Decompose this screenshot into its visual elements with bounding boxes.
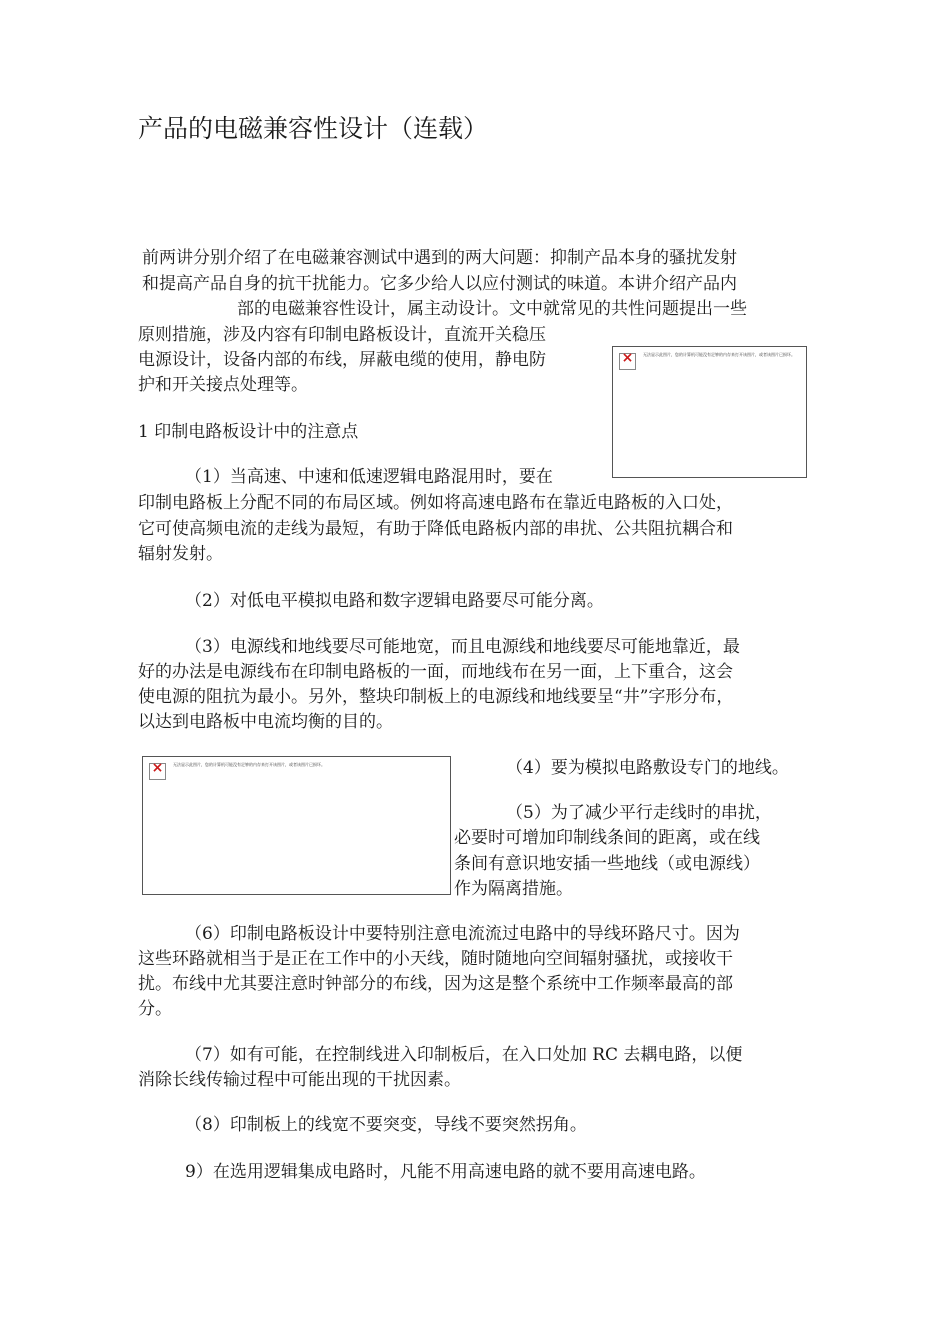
p6-line-3: 扰。布线中尤其要注意时钟部分的布线，因为这是整个系统中工作频率最高的部 <box>138 974 733 994</box>
broken-image-icon <box>619 353 636 370</box>
p5-line-1: （5）为了减少平行走线时的串扰， <box>506 803 772 823</box>
p1-line-2: 印制电路板上分配不同的布局区域。例如将高速电路布在靠近电路板的入口处， <box>138 493 733 513</box>
p6-line-2: 这些环路就相当于是正在工作中的小天线，随时随地向空间辐射骚扰，或接收干 <box>138 949 733 969</box>
p5-line-2: 必要时可增加印制线条间的距离，或在线 <box>454 828 760 848</box>
intro-line-2: 和提高产品自身的抗干扰能力。它多少给人以应付测试的味道。本讲介绍产品内 <box>142 274 737 294</box>
document-title: 产品的电磁兼容性设计（连载） <box>138 114 489 143</box>
p1-line-3: 它可使高频电流的走线为最短，有助于降低电路板内部的串扰、公共阻抗耦合和 <box>138 519 733 539</box>
p4-line: （4）要为模拟电路敷设专门的地线。 <box>506 758 789 778</box>
p3-line-4: 以达到电路板中电流均衡的目的。 <box>138 712 393 732</box>
p9-line: 9）在选用逻辑集成电路时，凡能不用高速电路的就不要用高速电路。 <box>185 1162 706 1182</box>
broken-image-2 <box>142 756 451 895</box>
p6-line-1: （6）印制电路板设计中要特别注意电流流过电路中的导线环路尺寸。因为 <box>185 924 740 944</box>
broken-image-1 <box>612 346 807 478</box>
p7-line-1: （7）如有可能，在控制线进入印制板后，在入口处加 RC 去耦电路，以便 <box>185 1045 743 1065</box>
section-heading-1: 1 印制电路板设计中的注意点 <box>138 422 359 442</box>
intro-line-4: 原则措施，涉及内容有印制电路板设计，直流开关稳压 <box>138 325 546 345</box>
p8-line: （8）印制板上的线宽不要突变，导线不要突然拐角。 <box>185 1115 587 1135</box>
p5-line-3: 条间有意识地安插一些地线（或电源线） <box>454 854 760 874</box>
p3-line-1: （3）电源线和地线要尽可能地宽，而且电源线和地线要尽可能地靠近，最 <box>185 637 740 657</box>
p3-line-3: 使电源的阻抗为最小。另外，整块印制板上的电源线和地线要呈“井”字形分布， <box>138 687 734 707</box>
p1-line-1: （1）当高速、中速和低速逻辑电路混用时，要在 <box>185 467 553 487</box>
p2-line: （2）对低电平模拟电路和数字逻辑电路要尽可能分离。 <box>185 591 604 611</box>
p3-line-2: 好的办法是电源线布在印制电路板的一面，而地线布在另一面，上下重合，这会 <box>138 662 733 682</box>
intro-line-3: 部的电磁兼容性设计，属主动设计。文中就常见的共性问题提出一些 <box>237 299 747 319</box>
p1-line-4: 辐射发射。 <box>138 544 223 564</box>
intro-line-5: 电源设计，设备内部的布线，屏蔽电缆的使用，静电防 <box>138 350 546 370</box>
intro-line-6: 护和开关接点处理等。 <box>138 375 308 395</box>
p6-line-4: 分。 <box>138 999 172 1019</box>
broken-image-icon <box>149 763 166 780</box>
image-alt-text: 无法显示此图片，您的计算机可能没有足够的内存来打开该图片，或者该图片已损坏。 <box>173 762 325 767</box>
p7-line-2: 消除长线传输过程中可能出现的干扰因素。 <box>138 1070 461 1090</box>
intro-line-1: 前两讲分别介绍了在电磁兼容测试中遇到的两大问题：抑制产品本身的骚扰发射 <box>142 248 737 268</box>
p5-line-4: 作为隔离措施。 <box>454 879 573 899</box>
image-alt-text: 无法显示此图片，您的计算机可能没有足够的内存来打开该图片，或者该图片已损坏。 <box>643 352 795 357</box>
